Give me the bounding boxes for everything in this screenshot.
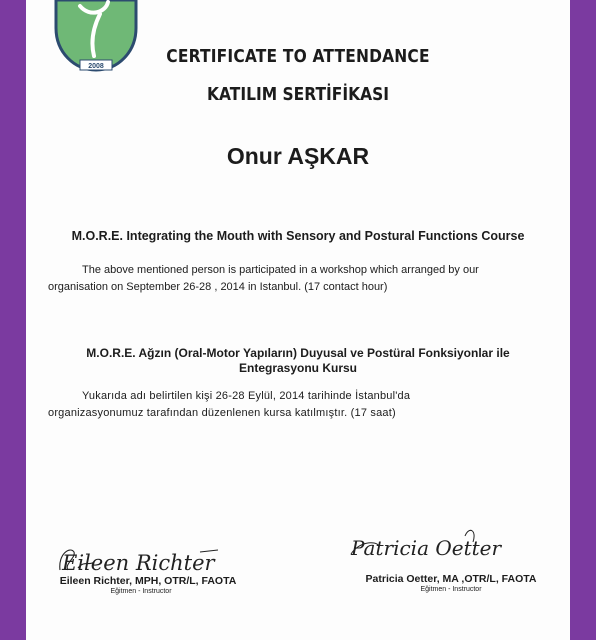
- paragraph-en-line1: The above mentioned person is participated in a workshop which arranged by our: [82, 264, 479, 276]
- course-title-en: M.O.R.E. Integrating the Mouth with Sensory and Postural Functions Course: [71, 229, 525, 243]
- signer-role-right: Eğitmen - Instructor: [420, 586, 482, 593]
- paragraph-tr-line2: organizasyonumuz tarafından düzenlenen kursa katılmıştır. (17 saat): [48, 407, 396, 419]
- paragraph-tr-line1: Yukarıda adı belirtilen kişi 26-28 Eylül, 2014 tarihinde İstanbul'da: [82, 390, 411, 402]
- signer-name-left: Eileen Richter, MPH, OTR/L, FAOTA: [59, 575, 237, 587]
- paragraph-en: [48, 262, 548, 296]
- certificate-title-tr: KATILIM SERTİFİKASI: [207, 84, 389, 105]
- right-purple-border: [570, 0, 596, 640]
- paragraph-tr: [48, 388, 548, 422]
- signer-name-right: Patricia Oetter, MA ,OTR/L, FAOTA: [365, 573, 537, 585]
- course-title-tr: [60, 346, 536, 376]
- certificate-title-en: CERTIFICATE TO ATTENDANCE: [166, 46, 430, 67]
- recipient-name: Onur AŞKAR: [226, 143, 370, 169]
- logo-year: 2008: [88, 63, 104, 70]
- signature-script-right: Patricia Oetter: [351, 536, 502, 560]
- paragraph-en-line2: organisation on September 26-28 , 2014 in Istanbul. (17 contact hour): [48, 281, 388, 293]
- signer-role-left: Eğitmen - Instructor: [110, 588, 172, 595]
- course-title-tr-line1: M.O.R.E. Ağzın (Oral-Motor Yapıların) Duyusal ve Postüral Fonksiyonlar ile: [86, 346, 510, 360]
- signature-patricia-oetter: [345, 522, 520, 566]
- left-purple-border: [0, 0, 26, 640]
- signature-eileen-richter: [50, 540, 225, 580]
- course-title-tr-line2: Entegrasyonu Kursu: [238, 361, 358, 375]
- signature-script-left: Eileen Richter: [62, 551, 215, 575]
